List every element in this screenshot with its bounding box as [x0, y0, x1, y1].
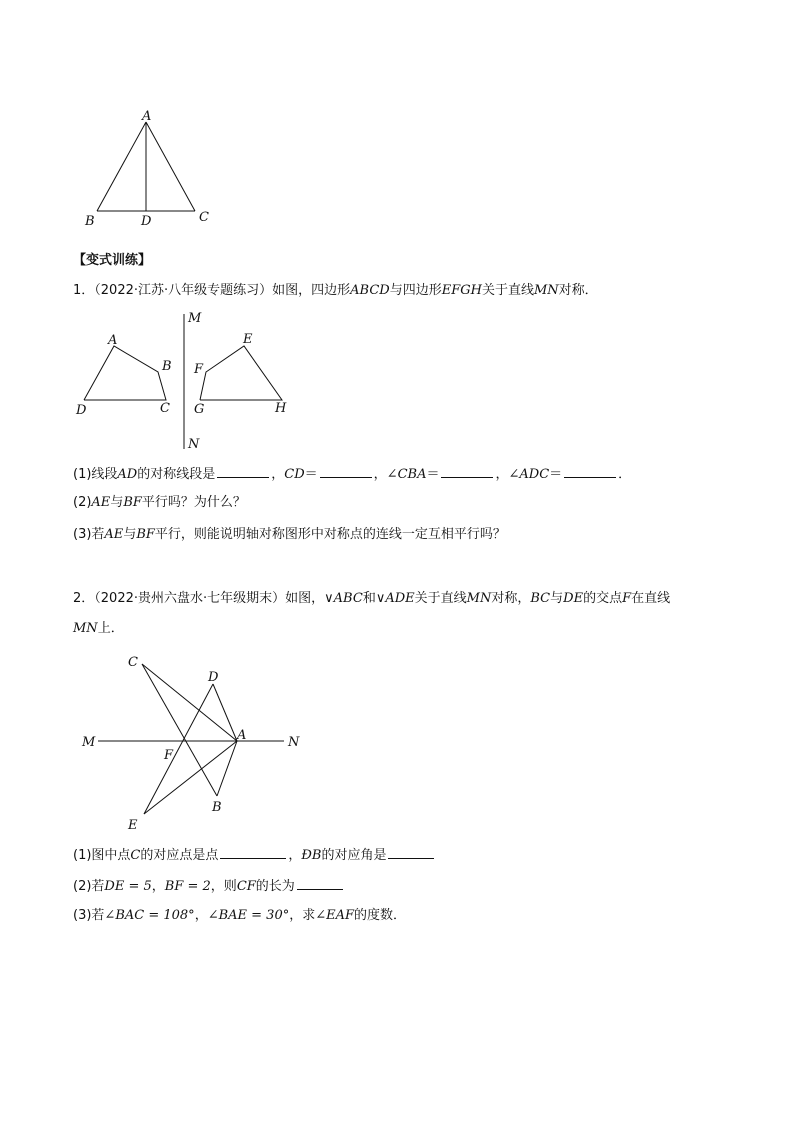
q1p3-text: 平行，则能说明轴对称图形中对称点的连线一定互相平行吗？: [154, 527, 506, 542]
label-h: H: [275, 401, 287, 416]
q1p1-text: (1)线段: [73, 467, 118, 482]
separator: ，: [495, 467, 509, 482]
q1p3-ae: AE: [104, 527, 124, 542]
label-b: B: [162, 359, 172, 374]
q2p1-c: C: [130, 848, 141, 863]
answer-blank[interactable]: [217, 464, 269, 478]
label-n: N: [188, 437, 200, 452]
q2-text: 如图，: [285, 591, 325, 606]
section-heading: 【变式训练】: [73, 253, 152, 268]
q2p2-de: DE = 5: [104, 879, 152, 894]
answer-blank[interactable]: [297, 876, 343, 890]
q2-number: 2．: [73, 591, 95, 606]
equals: ＝: [549, 467, 563, 482]
label-e: E: [128, 818, 138, 833]
q1-part1: [73, 464, 631, 484]
quadrilateral-figure: [70, 308, 300, 454]
label-a: A: [142, 109, 152, 124]
equals: ＝: [426, 467, 440, 482]
q2-text: 和: [362, 591, 376, 606]
q2p3-text: 的度数．: [354, 908, 407, 923]
label-c: C: [199, 210, 209, 225]
q2-text: 与: [550, 591, 564, 606]
q2-f: F: [622, 591, 632, 606]
q2p1-angle-b: ÐB: [301, 848, 322, 863]
label-a: A: [237, 728, 247, 743]
label-m: M: [82, 735, 96, 750]
label-a: A: [108, 333, 118, 348]
q2p2-text: (2)若: [73, 879, 105, 894]
label-c: C: [160, 401, 170, 416]
q1p1-angle-adc: ∠ADC: [508, 467, 550, 482]
q2p3-angle-bac: ∠BAC = 108°: [104, 908, 195, 923]
q2p2-text: 的长为: [255, 879, 295, 894]
q2p1-text: (1)图中点: [73, 848, 131, 863]
label-g: G: [194, 402, 205, 417]
q2p1-text: 的对应角是: [321, 848, 387, 863]
q1-text: 对称．: [558, 283, 598, 298]
q2-text: 关于直线: [414, 591, 467, 606]
q1p3-text: 与: [123, 527, 137, 542]
q1-text: 与四边形: [389, 283, 442, 298]
q2p3-text: (3)若: [73, 908, 105, 923]
label-n: N: [288, 735, 300, 750]
q2-mn: MN: [73, 621, 98, 636]
label-b: B: [212, 800, 222, 815]
label-d: D: [76, 403, 87, 418]
q2-text: 的交点: [583, 591, 623, 606]
q1-part3: [73, 526, 506, 544]
answer-blank[interactable]: [564, 464, 616, 478]
q2-text: 对称，: [491, 591, 531, 606]
triangle-abc-figure: [80, 108, 220, 232]
q1p1-ad: AD: [117, 467, 138, 482]
q1p2-text: 与: [110, 495, 124, 510]
q1-efgh: EFGH: [441, 283, 482, 298]
separator: ，: [151, 879, 165, 894]
label-m: M: [188, 311, 202, 326]
label-f: F: [194, 362, 204, 377]
answer-blank[interactable]: [388, 845, 434, 859]
q1p3-bf: BF: [136, 527, 155, 542]
q2-source: （2022·贵州六盘水·七年级期末）: [94, 591, 286, 606]
separator: ，: [288, 848, 302, 863]
q1-source: （2022·江苏·八年级专题练习）: [94, 283, 273, 298]
q1p2-ae: AE: [91, 495, 111, 510]
label-e: E: [243, 332, 253, 347]
q2-triangle-abc: ∨ABC: [324, 591, 363, 606]
label-c: C: [128, 655, 138, 670]
label-f: F: [164, 748, 174, 763]
q2p2-bf: BF = 2: [164, 879, 211, 894]
q1-text: 关于直线: [481, 283, 534, 298]
separator: ，: [271, 467, 285, 482]
q2-statement-line1: [73, 590, 670, 608]
equals: ＝: [304, 467, 318, 482]
q2-triangle-ade: ∨ADE: [375, 591, 415, 606]
q2-statement-line2: [73, 620, 124, 638]
q1-mn: MN: [533, 283, 559, 298]
label-d: D: [141, 214, 152, 229]
q1p3-text: (3)若: [73, 527, 105, 542]
q2-bc: BC: [530, 591, 551, 606]
period: ．: [618, 467, 632, 482]
q1-abcd: ABCD: [350, 283, 390, 298]
q1p1-angle-cba: ∠CBA: [386, 467, 427, 482]
q2p2-cf: CF: [236, 879, 256, 894]
q2-text: 上．: [97, 621, 124, 636]
q2p3-angle-bae: ∠BAE = 30°: [207, 908, 290, 923]
q2-part1: [73, 845, 436, 865]
q2-text: 在直线: [631, 591, 671, 606]
q2p1-text: 的对应点是点: [140, 848, 219, 863]
q1p1-cd: CD: [284, 467, 305, 482]
q1-part2: [73, 494, 246, 512]
answer-blank[interactable]: [441, 464, 493, 478]
label-d: D: [208, 670, 219, 685]
q1p2-text: (2): [73, 495, 92, 510]
q1-number: 1．: [73, 283, 95, 298]
q2-part2: [73, 876, 345, 896]
q1-statement: [73, 282, 598, 300]
q2-part3: [73, 907, 406, 925]
label-b: B: [85, 214, 95, 229]
q2p3-text: ，求: [289, 908, 316, 923]
q1p2-bf: BF: [123, 495, 142, 510]
q2-mn: MN: [466, 591, 492, 606]
q2p3-angle-eaf: ∠EAF: [315, 908, 355, 923]
q2-de: DE: [563, 591, 584, 606]
answer-blank[interactable]: [220, 845, 286, 859]
separator: ，: [194, 908, 208, 923]
q1p2-text: 平行吗？为什么？: [141, 495, 246, 510]
symmetric-triangles-figure: [78, 648, 308, 836]
separator: ，: [373, 467, 387, 482]
q1-text: 如图，四边形: [272, 283, 351, 298]
answer-blank[interactable]: [320, 464, 372, 478]
q2p2-text: ，则: [210, 879, 237, 894]
q1p1-text: 的对称线段是: [137, 467, 216, 482]
